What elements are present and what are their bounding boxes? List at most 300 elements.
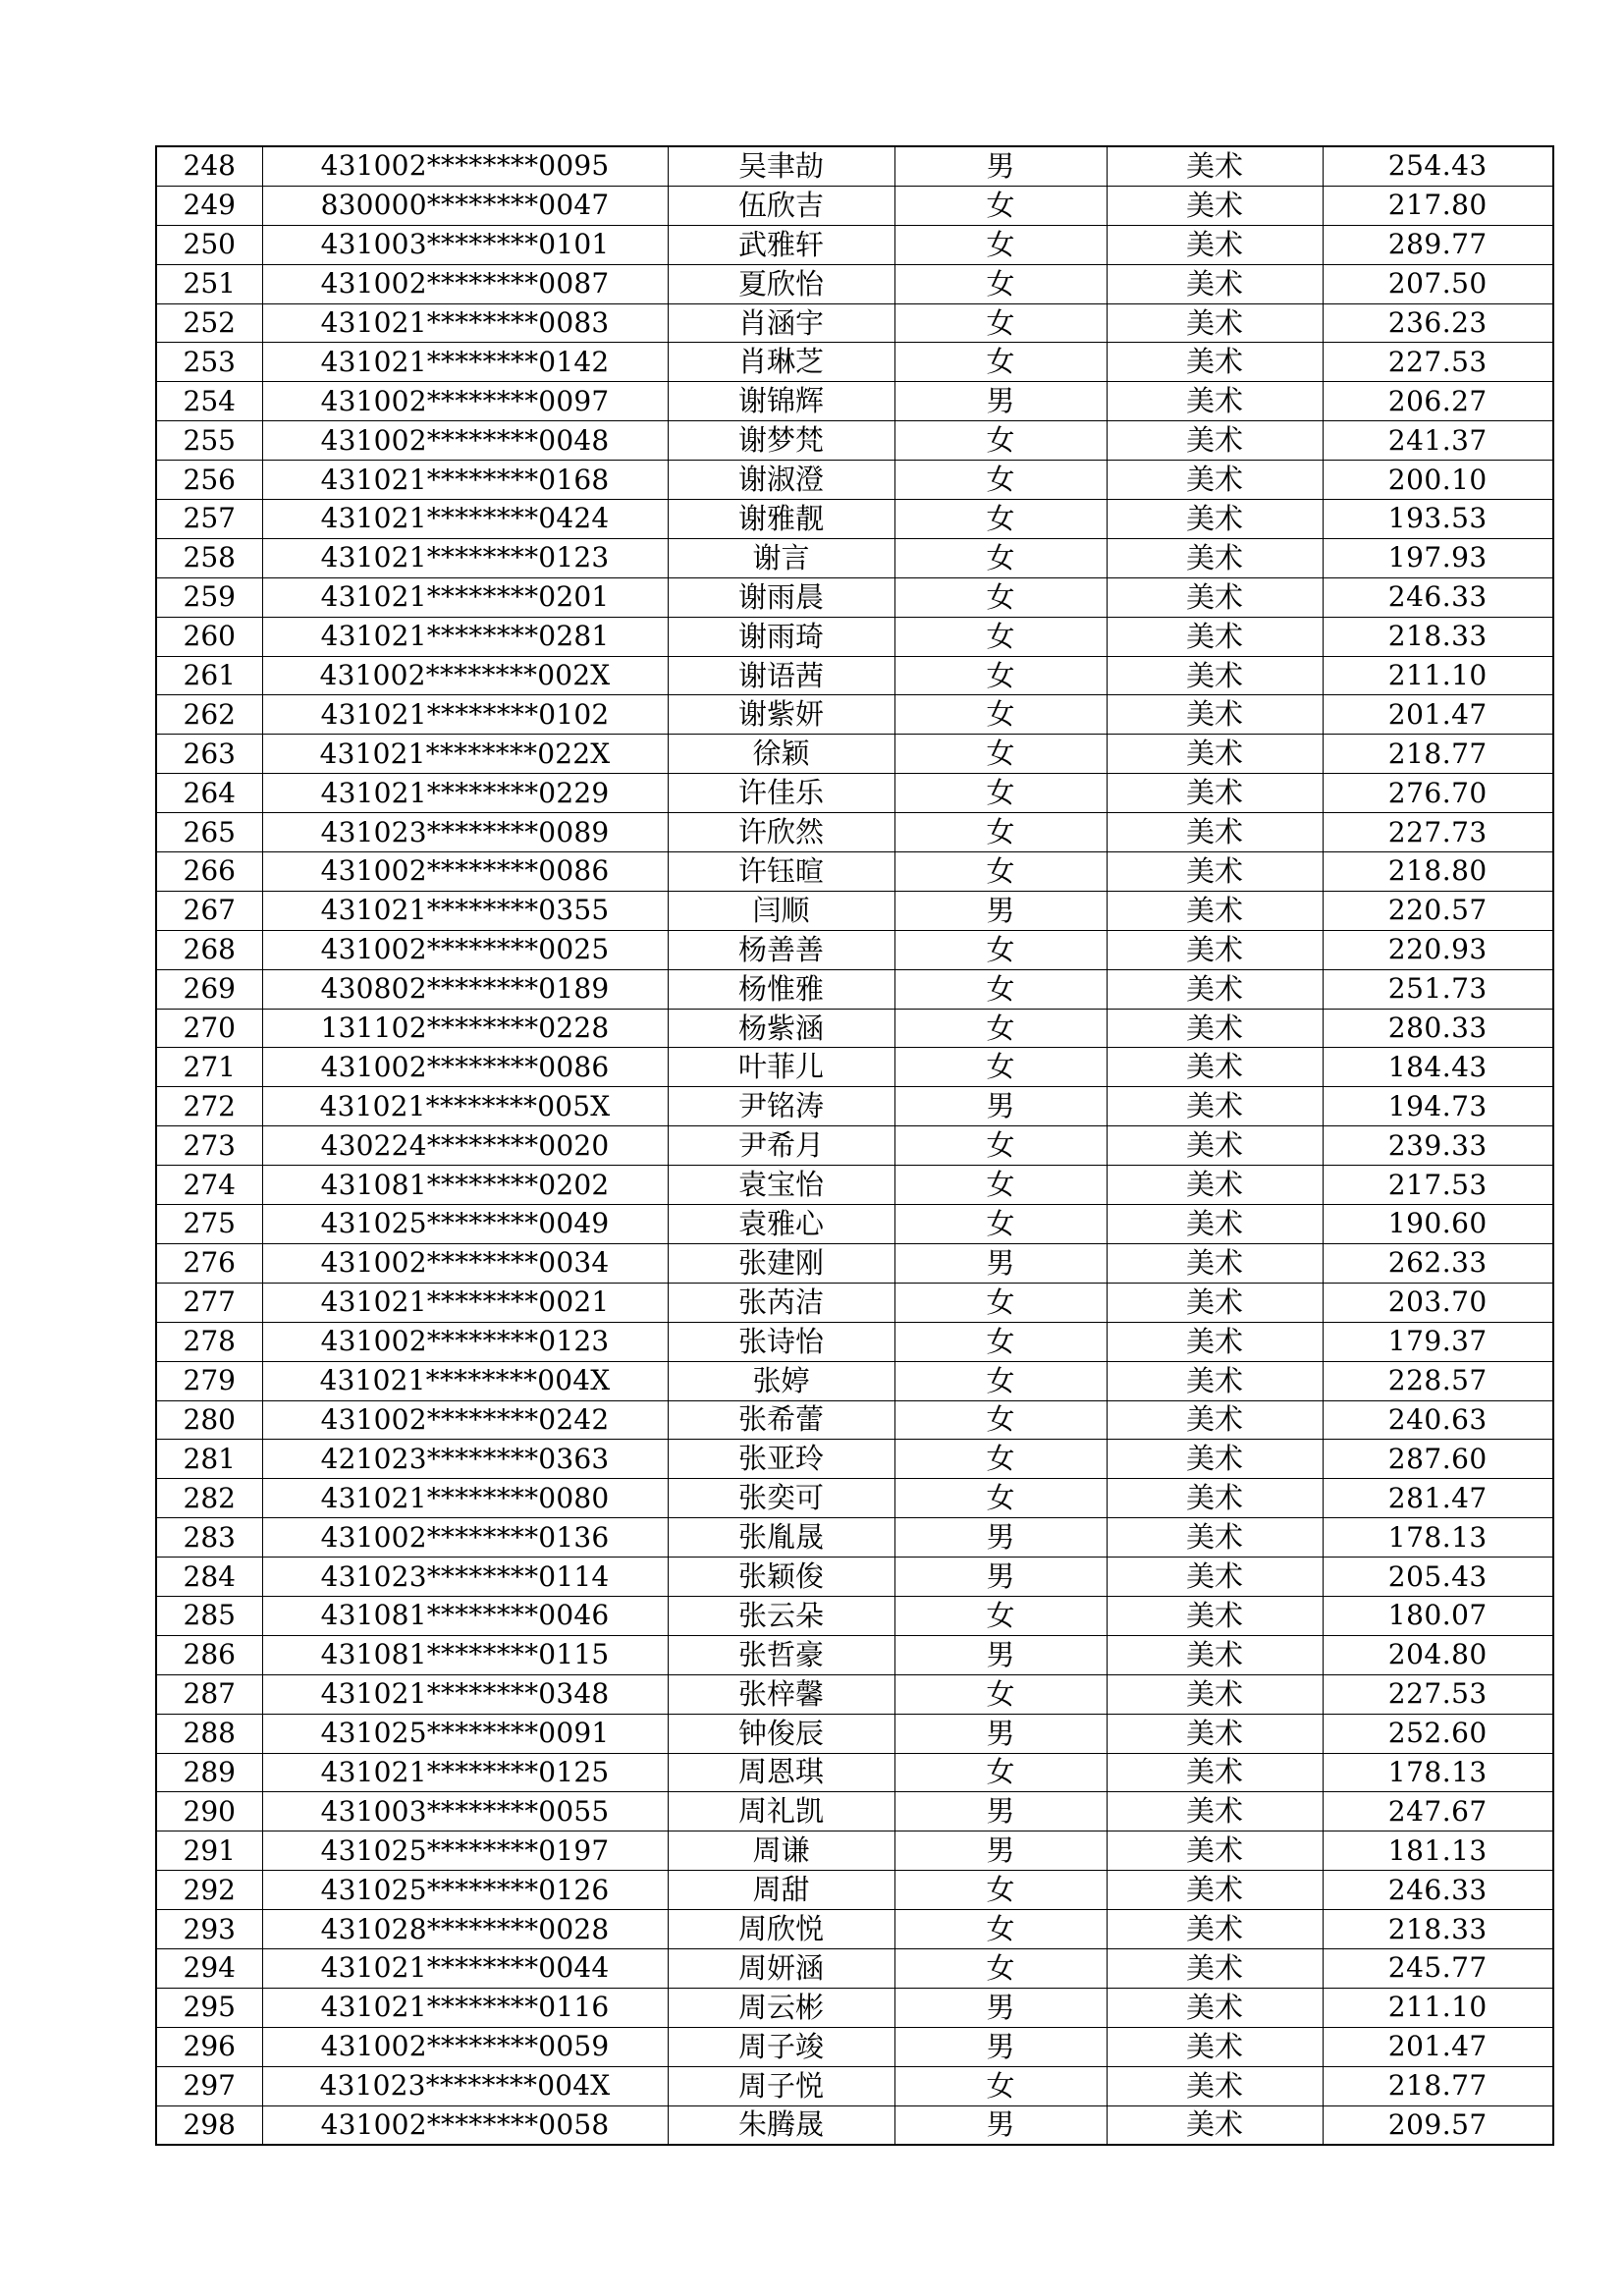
row-number-cell: 261 [156,656,262,695]
table-row [156,1910,1553,1949]
gender-cell: 女 [894,1948,1107,1988]
table-row [156,225,1553,264]
row-number-cell: 269 [156,969,262,1009]
score-cell: 289.77 [1323,225,1553,264]
row-number-cell: 283 [156,1518,262,1558]
row-number-cell: 267 [156,891,262,930]
major-cell: 美术 [1107,303,1323,343]
row-number-cell: 281 [156,1440,262,1479]
major-cell: 美术 [1107,1753,1323,1792]
row-number-cell: 287 [156,1674,262,1714]
row-number-cell: 276 [156,1243,262,1283]
id-number-cell: 431081********0046 [262,1596,668,1635]
table-row [156,1048,1553,1087]
id-number-cell: 421023********0363 [262,1440,668,1479]
student-name-cell: 徐颖 [668,735,894,774]
major-cell: 美术 [1107,891,1323,930]
id-number-cell: 431002********0048 [262,421,668,461]
score-cell: 190.60 [1323,1205,1553,1244]
id-number-cell: 431002********0097 [262,382,668,421]
gender-cell: 女 [894,538,1107,577]
score-cell: 220.93 [1323,930,1553,969]
gender-cell: 女 [894,774,1107,813]
student-name-cell: 袁宝怡 [668,1166,894,1205]
major-cell: 美术 [1107,1635,1323,1674]
major-cell: 美术 [1107,735,1323,774]
table-row [156,2027,1553,2066]
id-number-cell: 431021********0355 [262,891,668,930]
major-cell: 美术 [1107,1792,1323,1831]
table-row [156,1205,1553,1244]
row-number-cell: 266 [156,852,262,892]
student-name-cell: 吴聿劼 [668,146,894,186]
id-number-cell: 131102********0228 [262,1009,668,1048]
score-cell: 211.10 [1323,656,1553,695]
major-cell: 美术 [1107,656,1323,695]
major-cell: 美术 [1107,1479,1323,1518]
id-number-cell: 431002********0059 [262,2027,668,2066]
major-cell: 美术 [1107,969,1323,1009]
table-row [156,264,1553,303]
table-row [156,1792,1553,1831]
major-cell: 美术 [1107,1166,1323,1205]
table-row [156,538,1553,577]
id-number-cell: 430224********0020 [262,1126,668,1166]
row-number-cell: 277 [156,1283,262,1322]
score-cell: 197.93 [1323,538,1553,577]
table-row [156,1948,1553,1988]
table-row [156,1988,1553,2027]
gender-cell: 女 [894,1596,1107,1635]
table-row [156,2066,1553,2105]
table-row [156,695,1553,735]
major-cell: 美术 [1107,382,1323,421]
row-number-cell: 296 [156,2027,262,2066]
id-number-cell: 431021********0080 [262,1479,668,1518]
student-name-cell: 杨惟雅 [668,969,894,1009]
table-row [156,2105,1553,2145]
id-number-cell: 431021********004X [262,1361,668,1400]
row-number-cell: 253 [156,343,262,382]
major-cell: 美术 [1107,1596,1323,1635]
score-cell: 218.77 [1323,2066,1553,2105]
table-row [156,577,1553,617]
table-row [156,1243,1553,1283]
student-name-cell: 周子悦 [668,2066,894,2105]
major-cell: 美术 [1107,1087,1323,1126]
id-number-cell: 431021********0083 [262,303,668,343]
score-cell: 201.47 [1323,2027,1553,2066]
student-name-cell: 许钰暄 [668,852,894,892]
student-name-cell: 武雅轩 [668,225,894,264]
row-number-cell: 268 [156,930,262,969]
gender-cell: 女 [894,421,1107,461]
student-name-cell: 张芮洁 [668,1283,894,1322]
table-row [156,656,1553,695]
score-cell: 254.43 [1323,146,1553,186]
table-row [156,500,1553,539]
row-number-cell: 286 [156,1635,262,1674]
table-row [156,930,1553,969]
gender-cell: 女 [894,1322,1107,1361]
id-number-cell: 431002********0123 [262,1322,668,1361]
score-cell: 227.73 [1323,813,1553,852]
score-cell: 180.07 [1323,1596,1553,1635]
student-name-cell: 钟俊辰 [668,1714,894,1753]
score-cell: 211.10 [1323,1988,1553,2027]
major-cell: 美术 [1107,500,1323,539]
table-row [156,1283,1553,1322]
gender-cell: 男 [894,1714,1107,1753]
table-row [156,1558,1553,1597]
id-number-cell: 431002********0086 [262,1048,668,1087]
gender-cell: 女 [894,852,1107,892]
gender-cell: 男 [894,2105,1107,2145]
id-number-cell: 431028********0028 [262,1910,668,1949]
row-number-cell: 272 [156,1087,262,1126]
id-number-cell: 431002********002X [262,656,668,695]
table-row [156,1322,1553,1361]
row-number-cell: 285 [156,1596,262,1635]
student-name-cell: 周子竣 [668,2027,894,2066]
score-cell: 194.73 [1323,1087,1553,1126]
gender-cell: 男 [894,891,1107,930]
major-cell: 美术 [1107,1674,1323,1714]
gender-cell: 女 [894,695,1107,735]
table-row [156,1831,1553,1871]
id-number-cell: 431021********0116 [262,1988,668,2027]
row-number-cell: 273 [156,1126,262,1166]
gender-cell: 女 [894,1166,1107,1205]
major-cell: 美术 [1107,1440,1323,1479]
id-number-cell: 431002********0095 [262,146,668,186]
major-cell: 美术 [1107,695,1323,735]
row-number-cell: 297 [156,2066,262,2105]
score-table [155,145,1554,2146]
student-name-cell: 谢紫妍 [668,695,894,735]
student-name-cell: 尹铭涛 [668,1087,894,1126]
id-number-cell: 431021********0125 [262,1753,668,1792]
row-number-cell: 274 [156,1166,262,1205]
id-number-cell: 431021********0021 [262,1283,668,1322]
row-number-cell: 278 [156,1322,262,1361]
student-name-cell: 谢淑澄 [668,461,894,500]
gender-cell: 女 [894,1753,1107,1792]
student-name-cell: 周甜 [668,1871,894,1910]
row-number-cell: 284 [156,1558,262,1597]
row-number-cell: 288 [156,1714,262,1753]
table-row [156,1126,1553,1166]
score-cell: 247.67 [1323,1792,1553,1831]
score-cell: 179.37 [1323,1322,1553,1361]
gender-cell: 女 [894,1400,1107,1440]
id-number-cell: 431081********0115 [262,1635,668,1674]
row-number-cell: 293 [156,1910,262,1949]
score-cell: 217.53 [1323,1166,1553,1205]
id-number-cell: 431023********004X [262,2066,668,2105]
score-cell: 220.57 [1323,891,1553,930]
score-cell: 184.43 [1323,1048,1553,1087]
table-row [156,1635,1553,1674]
major-cell: 美术 [1107,264,1323,303]
score-cell: 218.77 [1323,735,1553,774]
id-number-cell: 431021********005X [262,1087,668,1126]
major-cell: 美术 [1107,1243,1323,1283]
id-number-cell: 431002********0242 [262,1400,668,1440]
major-cell: 美术 [1107,186,1323,225]
score-cell: 204.80 [1323,1635,1553,1674]
student-name-cell: 许欣然 [668,813,894,852]
table-row [156,1440,1553,1479]
major-cell: 美术 [1107,1558,1323,1597]
score-table-body [156,146,1553,2145]
table-row [156,343,1553,382]
table-row [156,1479,1553,1518]
student-name-cell: 杨紫涵 [668,1009,894,1048]
major-cell: 美术 [1107,1948,1323,1988]
student-name-cell: 谢雅靓 [668,500,894,539]
gender-cell: 女 [894,461,1107,500]
id-number-cell: 830000********0047 [262,186,668,225]
gender-cell: 女 [894,1479,1107,1518]
row-number-cell: 282 [156,1479,262,1518]
major-cell: 美术 [1107,146,1323,186]
gender-cell: 女 [894,1440,1107,1479]
student-name-cell: 杨善善 [668,930,894,969]
student-name-cell: 袁雅心 [668,1205,894,1244]
student-name-cell: 叶菲儿 [668,1048,894,1087]
gender-cell: 女 [894,343,1107,382]
student-name-cell: 夏欣怡 [668,264,894,303]
row-number-cell: 256 [156,461,262,500]
id-number-cell: 431021********0044 [262,1948,668,1988]
score-cell: 280.33 [1323,1009,1553,1048]
major-cell: 美术 [1107,2105,1323,2145]
row-number-cell: 251 [156,264,262,303]
score-cell: 287.60 [1323,1440,1553,1479]
student-name-cell: 肖涵宇 [668,303,894,343]
score-cell: 178.13 [1323,1518,1553,1558]
student-name-cell: 谢雨晨 [668,577,894,617]
table-row [156,1400,1553,1440]
gender-cell: 女 [894,1048,1107,1087]
gender-cell: 女 [894,1283,1107,1322]
table-row [156,1871,1553,1910]
gender-cell: 男 [894,1243,1107,1283]
id-number-cell: 431023********0114 [262,1558,668,1597]
row-number-cell: 254 [156,382,262,421]
row-number-cell: 295 [156,1988,262,2027]
row-number-cell: 255 [156,421,262,461]
major-cell: 美术 [1107,1009,1323,1048]
id-number-cell: 431025********0049 [262,1205,668,1244]
table-row [156,1674,1553,1714]
major-cell: 美术 [1107,2027,1323,2066]
student-name-cell: 张诗怡 [668,1322,894,1361]
major-cell: 美术 [1107,421,1323,461]
student-name-cell: 许佳乐 [668,774,894,813]
gender-cell: 女 [894,1205,1107,1244]
major-cell: 美术 [1107,1831,1323,1871]
gender-cell: 男 [894,382,1107,421]
table-row [156,1714,1553,1753]
student-name-cell: 周欣悦 [668,1910,894,1949]
major-cell: 美术 [1107,1400,1323,1440]
gender-cell: 男 [894,1988,1107,2027]
gender-cell: 男 [894,1558,1107,1597]
score-cell: 239.33 [1323,1126,1553,1166]
student-name-cell: 谢锦辉 [668,382,894,421]
score-cell: 205.43 [1323,1558,1553,1597]
gender-cell: 男 [894,2027,1107,2066]
student-name-cell: 张希蕾 [668,1400,894,1440]
gender-cell: 女 [894,930,1107,969]
student-name-cell: 张云朵 [668,1596,894,1635]
table-row [156,186,1553,225]
id-number-cell: 431002********0058 [262,2105,668,2145]
major-cell: 美术 [1107,1871,1323,1910]
id-number-cell: 431021********0201 [262,577,668,617]
table-row [156,461,1553,500]
id-number-cell: 431081********0202 [262,1166,668,1205]
score-cell: 200.10 [1323,461,1553,500]
gender-cell: 女 [894,2066,1107,2105]
id-number-cell: 431002********0086 [262,852,668,892]
score-cell: 252.60 [1323,1714,1553,1753]
row-number-cell: 248 [156,146,262,186]
gender-cell: 女 [894,1910,1107,1949]
major-cell: 美术 [1107,930,1323,969]
major-cell: 美术 [1107,538,1323,577]
row-number-cell: 291 [156,1831,262,1871]
id-number-cell: 431002********0034 [262,1243,668,1283]
student-name-cell: 朱腾晟 [668,2105,894,2145]
student-name-cell: 张亚玲 [668,1440,894,1479]
gender-cell: 男 [894,1635,1107,1674]
student-name-cell: 周云彬 [668,1988,894,2027]
id-number-cell: 431003********0055 [262,1792,668,1831]
row-number-cell: 262 [156,695,262,735]
gender-cell: 女 [894,264,1107,303]
row-number-cell: 249 [156,186,262,225]
student-name-cell: 周谦 [668,1831,894,1871]
gender-cell: 女 [894,1126,1107,1166]
score-cell: 218.33 [1323,1910,1553,1949]
score-cell: 262.33 [1323,1243,1553,1283]
row-number-cell: 270 [156,1009,262,1048]
score-cell: 218.80 [1323,852,1553,892]
table-row [156,891,1553,930]
score-cell: 193.53 [1323,500,1553,539]
row-number-cell: 259 [156,577,262,617]
student-name-cell: 谢雨琦 [668,617,894,656]
row-number-cell: 257 [156,500,262,539]
id-number-cell: 431021********0229 [262,774,668,813]
table-row [156,813,1553,852]
table-row [156,382,1553,421]
row-number-cell: 250 [156,225,262,264]
id-number-cell: 431021********0348 [262,1674,668,1714]
student-name-cell: 张颖俊 [668,1558,894,1597]
score-cell: 236.23 [1323,303,1553,343]
row-number-cell: 279 [156,1361,262,1400]
gender-cell: 女 [894,735,1107,774]
score-cell: 203.70 [1323,1283,1553,1322]
student-name-cell: 张建刚 [668,1243,894,1283]
major-cell: 美术 [1107,617,1323,656]
row-number-cell: 280 [156,1400,262,1440]
row-number-cell: 298 [156,2105,262,2145]
student-name-cell: 张梓馨 [668,1674,894,1714]
row-number-cell: 260 [156,617,262,656]
major-cell: 美术 [1107,1361,1323,1400]
score-cell: 251.73 [1323,969,1553,1009]
id-number-cell: 431025********0197 [262,1831,668,1871]
id-number-cell: 431002********0136 [262,1518,668,1558]
table-row [156,1361,1553,1400]
table-row [156,852,1553,892]
major-cell: 美术 [1107,1205,1323,1244]
major-cell: 美术 [1107,225,1323,264]
gender-cell: 男 [894,1518,1107,1558]
student-name-cell: 张奕可 [668,1479,894,1518]
gender-cell: 女 [894,656,1107,695]
row-number-cell: 292 [156,1871,262,1910]
gender-cell: 男 [894,146,1107,186]
gender-cell: 女 [894,617,1107,656]
gender-cell: 女 [894,969,1107,1009]
student-name-cell: 肖琳芝 [668,343,894,382]
gender-cell: 女 [894,1871,1107,1910]
id-number-cell: 431002********0025 [262,930,668,969]
row-number-cell: 289 [156,1753,262,1792]
row-number-cell: 264 [156,774,262,813]
gender-cell: 女 [894,500,1107,539]
table-row [156,1009,1553,1048]
row-number-cell: 275 [156,1205,262,1244]
major-cell: 美术 [1107,1048,1323,1087]
score-cell: 240.63 [1323,1400,1553,1440]
gender-cell: 女 [894,303,1107,343]
id-number-cell: 431025********0091 [262,1714,668,1753]
row-number-cell: 252 [156,303,262,343]
student-name-cell: 谢语茜 [668,656,894,695]
row-number-cell: 290 [156,1792,262,1831]
student-name-cell: 张哲豪 [668,1635,894,1674]
row-number-cell: 271 [156,1048,262,1087]
major-cell: 美术 [1107,813,1323,852]
table-row [156,1596,1553,1635]
student-name-cell: 尹希月 [668,1126,894,1166]
major-cell: 美术 [1107,461,1323,500]
table-row [156,735,1553,774]
id-number-cell: 431021********0424 [262,500,668,539]
gender-cell: 男 [894,1087,1107,1126]
score-cell: 181.13 [1323,1831,1553,1871]
major-cell: 美术 [1107,2066,1323,2105]
score-cell: 246.33 [1323,577,1553,617]
student-name-cell: 闫顺 [668,891,894,930]
major-cell: 美术 [1107,1714,1323,1753]
id-number-cell: 431003********0101 [262,225,668,264]
gender-cell: 女 [894,1009,1107,1048]
id-number-cell: 431002********0087 [262,264,668,303]
score-cell: 178.13 [1323,1753,1553,1792]
id-number-cell: 431021********0281 [262,617,668,656]
score-cell: 207.50 [1323,264,1553,303]
score-cell: 201.47 [1323,695,1553,735]
major-cell: 美术 [1107,1518,1323,1558]
